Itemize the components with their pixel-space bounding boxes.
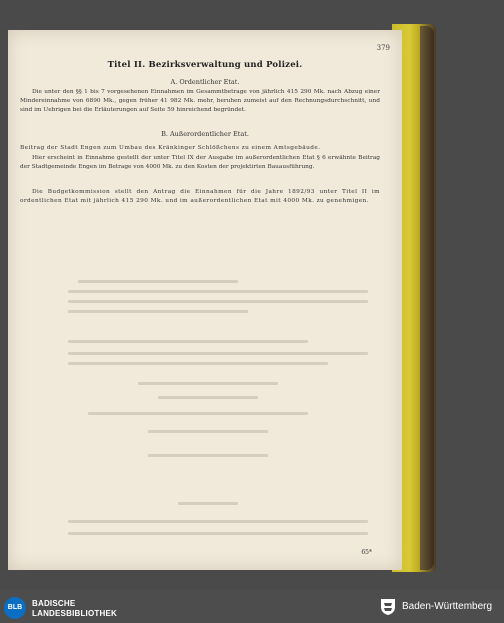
- section-a-paragraph: Die unter den §§ 1 bis 7 vorgesehenen Einnahmen im Gesammtbetrage von jährlich 415 290 Mk. nach Abzug einer Mindereinnahme von 6890 Mk., gegen früher 41 982 Mk. mehr, beruhen zumeist auf den Rechnungsdurchschnitt, und sind im Uebrigen bei die Erläuterungen auf Seite 59 hinreichend begründet.: [20, 89, 380, 113]
- section-b-heading-line: Beitrag der Stadt Engen zum Umbau des Kränkinger Schlößchens zu einem Amtsgebäude.: [20, 145, 321, 151]
- page-number: 379: [376, 44, 390, 52]
- library-name-line1: BADISCHE: [32, 599, 76, 608]
- show-through-text: [58, 270, 388, 540]
- blb-logo-icon[interactable]: BLB: [4, 597, 26, 619]
- section-b-heading: B. Außerordentlicher Etat.: [161, 130, 249, 138]
- footer-mark: 65*: [361, 549, 372, 556]
- book-cover-edge: [420, 26, 434, 570]
- state-name: Baden-Württemberg: [402, 601, 493, 612]
- library-branding-bar: [0, 590, 504, 623]
- section-a-heading: A. Ordentlicher Etat.: [170, 78, 240, 86]
- commission-conclusion: Die Budgetkommission stellt den Antrag die Einnahmen für die Jahre 1892/93 unter Titel II im ordentlichen Etat mit jährlich 415 290 Mk. und im außerordentlichen Etat mit 4000 Mk. zu genehmigen.: [20, 189, 380, 204]
- section-b-paragraph: Hier erscheint in Einnahme gestellt der unter Titel IX der Ausgabe im außerordentlichen Etat § 6 erwähnte Beitrag der Stadtgemeinde Engen im Betrage von 4000 Mk. zu den Kosten der projektirten Bauausführung.: [20, 155, 380, 170]
- scanned-page: [8, 30, 402, 570]
- baden-wuerttemberg-crest-icon: [380, 598, 396, 616]
- library-name-line2: LANDESBIBLIOTHEK: [32, 609, 117, 618]
- page-title: Titel II. Bezirksverwaltung und Polizei.: [107, 60, 303, 70]
